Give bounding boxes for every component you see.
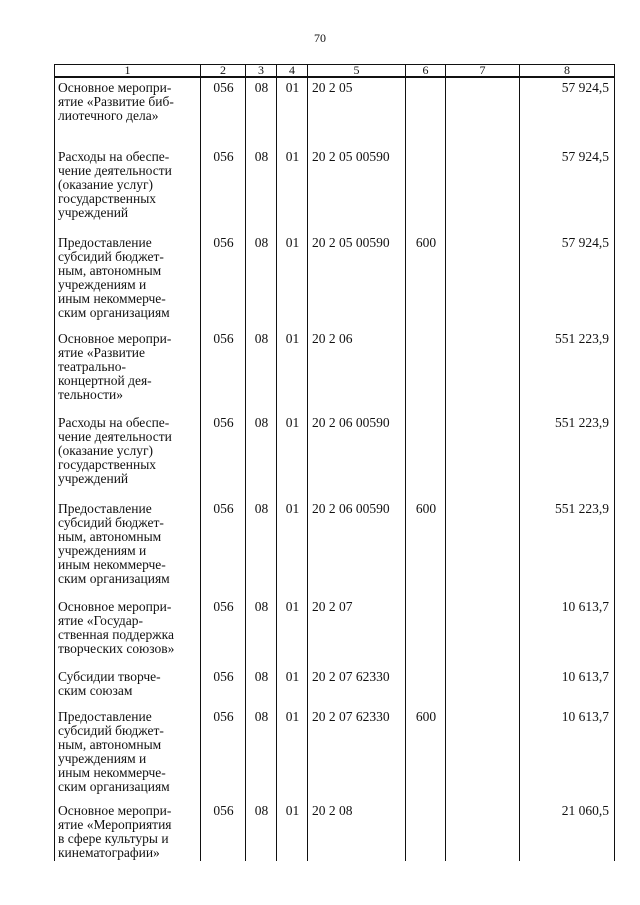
admin-code-cell: 056	[201, 707, 246, 801]
row-name	[55, 707, 201, 801]
table-row	[55, 147, 615, 233]
row-name-line: субсидий бюджет-	[58, 723, 164, 738]
row-name	[55, 413, 201, 499]
row-name-line: ным, автономным	[58, 737, 162, 752]
row-name	[55, 667, 201, 707]
subsection-code-cell: 01	[277, 77, 308, 147]
admin-code-cell: 056	[201, 233, 246, 329]
row-name-line: учреждениям и	[58, 751, 147, 766]
row-name-line: ным, автономным	[58, 529, 162, 544]
section-code-cell: 08	[246, 707, 277, 801]
target-article-cell: 20 2 05 00590	[308, 233, 406, 329]
row-name-line: ским союзам	[58, 683, 133, 698]
amount-cell: 57 924,5	[520, 147, 615, 233]
row-name-line: иным некоммерче-	[58, 765, 166, 780]
expense-type-cell	[406, 597, 446, 667]
table-row	[55, 801, 615, 861]
expense-type-cell	[406, 77, 446, 147]
row-name-line: Предоставление	[58, 709, 152, 724]
section-code-cell: 08	[246, 597, 277, 667]
section-code-cell: 08	[246, 801, 277, 861]
row-name-line: учреждениям и	[58, 277, 147, 292]
row-name-line: театрально-	[58, 359, 126, 374]
row-name-line: лиотечного дела»	[58, 108, 159, 123]
row-name-line: ственная поддержка	[58, 627, 174, 642]
column-7-cell	[446, 667, 520, 707]
column-7-cell	[446, 147, 520, 233]
amount-cell: 551 223,9	[520, 499, 615, 597]
table-row	[55, 597, 615, 667]
expense-type-cell: 600	[406, 707, 446, 801]
row-name-line: Субсидии творче-	[58, 669, 161, 684]
row-name	[55, 499, 201, 597]
row-name-line: учреждений	[58, 205, 129, 220]
column-header: 5	[308, 65, 406, 78]
column-header: 1	[55, 65, 201, 78]
target-article-cell: 20 2 08	[308, 801, 406, 861]
row-name	[55, 233, 201, 329]
row-name-line: ятие «Государ-	[58, 613, 143, 628]
row-name-line: иным некоммерче-	[58, 557, 166, 572]
table-row	[55, 499, 615, 597]
row-name-line: концертной дея-	[58, 373, 152, 388]
admin-code-cell: 056	[201, 413, 246, 499]
column-7-cell	[446, 707, 520, 801]
amount-cell: 10 613,7	[520, 667, 615, 707]
row-name-line: в сфере культуры и	[58, 831, 169, 846]
column-7-cell	[446, 413, 520, 499]
row-name	[55, 329, 201, 413]
amount-cell: 10 613,7	[520, 707, 615, 801]
page-number: 70	[314, 31, 326, 45]
column-7-cell	[446, 499, 520, 597]
row-name-line: государственных	[58, 191, 157, 206]
row-name-line: чение деятельности	[58, 163, 172, 178]
row-name-line: ятие «Развитие	[58, 345, 145, 360]
admin-code-cell: 056	[201, 667, 246, 707]
expense-type-cell	[406, 801, 446, 861]
expense-type-cell	[406, 413, 446, 499]
target-article-cell: 20 2 07 62330	[308, 707, 406, 801]
section-code-cell: 08	[246, 147, 277, 233]
row-name-line: государственных	[58, 457, 157, 472]
amount-cell: 551 223,9	[520, 413, 615, 499]
admin-code-cell: 056	[201, 147, 246, 233]
row-name-line: ятие «Развитие биб-	[58, 94, 174, 109]
subsection-code-cell: 01	[277, 329, 308, 413]
row-name-line: учреждениям и	[58, 543, 147, 558]
column-7-cell	[446, 801, 520, 861]
subsection-code-cell: 01	[277, 499, 308, 597]
row-name-line: ским организациям	[58, 305, 170, 320]
amount-cell: 57 924,5	[520, 77, 615, 147]
row-name-line: Расходы на обеспе-	[58, 149, 170, 164]
target-article-cell: 20 2 06 00590	[308, 413, 406, 499]
amount-cell: 21 060,5	[520, 801, 615, 861]
target-article-cell: 20 2 05	[308, 77, 406, 147]
subsection-code-cell: 01	[277, 667, 308, 707]
row-name-line: (оказание услуг)	[58, 177, 153, 192]
column-header: 2	[201, 65, 246, 78]
table-row	[55, 413, 615, 499]
section-code-cell: 08	[246, 667, 277, 707]
row-name-line: Основное меропри-	[58, 803, 172, 818]
row-name-line: (оказание услуг)	[58, 443, 153, 458]
table-row	[55, 329, 615, 413]
row-name-line: тельности»	[58, 387, 123, 402]
row-name-line: Предоставление	[58, 235, 152, 250]
row-name-line: иным некоммерче-	[58, 291, 166, 306]
row-name-line: ским организациям	[58, 571, 170, 586]
subsection-code-cell: 01	[277, 707, 308, 801]
row-name-line: кинематографии»	[58, 845, 160, 860]
expense-type-cell: 600	[406, 499, 446, 597]
expense-type-cell: 600	[406, 233, 446, 329]
subsection-code-cell: 01	[277, 597, 308, 667]
row-name-line: чение деятельности	[58, 429, 172, 444]
admin-code-cell: 056	[201, 801, 246, 861]
admin-code-cell: 056	[201, 597, 246, 667]
target-article-cell: 20 2 06	[308, 329, 406, 413]
row-name-line: учреждений	[58, 471, 129, 486]
row-name	[55, 801, 201, 861]
column-7-cell	[446, 329, 520, 413]
column-header: 3	[246, 65, 277, 78]
amount-cell: 10 613,7	[520, 597, 615, 667]
row-name-line: ским организациям	[58, 779, 170, 794]
target-article-cell: 20 2 05 00590	[308, 147, 406, 233]
section-code-cell: 08	[246, 233, 277, 329]
admin-code-cell: 056	[201, 329, 246, 413]
section-code-cell: 08	[246, 329, 277, 413]
section-code-cell: 08	[246, 77, 277, 147]
column-7-cell	[446, 233, 520, 329]
table-row	[55, 707, 615, 801]
target-article-cell: 20 2 07	[308, 597, 406, 667]
section-code-cell: 08	[246, 499, 277, 597]
row-name-line: Основное меропри-	[58, 331, 172, 346]
admin-code-cell: 056	[201, 499, 246, 597]
row-name	[55, 597, 201, 667]
column-header: 4	[277, 65, 308, 78]
subsection-code-cell: 01	[277, 147, 308, 233]
budget-table	[54, 64, 615, 861]
column-header: 8	[520, 65, 615, 78]
row-name-line: Основное меропри-	[58, 80, 172, 95]
table-row	[55, 667, 615, 707]
column-header: 7	[446, 65, 520, 78]
row-name-line: творческих союзов»	[58, 641, 175, 656]
column-header: 6	[406, 65, 446, 78]
table-row	[55, 233, 615, 329]
row-name-line: Расходы на обеспе-	[58, 415, 170, 430]
table-header-row	[55, 65, 615, 78]
row-name-line: ным, автономным	[58, 263, 162, 278]
target-article-cell: 20 2 06 00590	[308, 499, 406, 597]
table-row	[55, 77, 615, 147]
row-name-line: субсидий бюджет-	[58, 249, 164, 264]
subsection-code-cell: 01	[277, 233, 308, 329]
target-article-cell: 20 2 07 62330	[308, 667, 406, 707]
amount-cell: 57 924,5	[520, 233, 615, 329]
expense-type-cell	[406, 147, 446, 233]
row-name-line: Предоставление	[58, 501, 152, 516]
subsection-code-cell: 01	[277, 413, 308, 499]
section-code-cell: 08	[246, 413, 277, 499]
column-7-cell	[446, 597, 520, 667]
column-7-cell	[446, 77, 520, 147]
row-name	[55, 147, 201, 233]
row-name-line: субсидий бюджет-	[58, 515, 164, 530]
expense-type-cell	[406, 329, 446, 413]
row-name	[55, 77, 201, 147]
amount-cell: 551 223,9	[520, 329, 615, 413]
subsection-code-cell: 01	[277, 801, 308, 861]
admin-code-cell: 056	[201, 77, 246, 147]
row-name-line: Основное меропри-	[58, 599, 172, 614]
expense-type-cell	[406, 667, 446, 707]
row-name-line: ятие «Мероприятия	[58, 817, 172, 832]
